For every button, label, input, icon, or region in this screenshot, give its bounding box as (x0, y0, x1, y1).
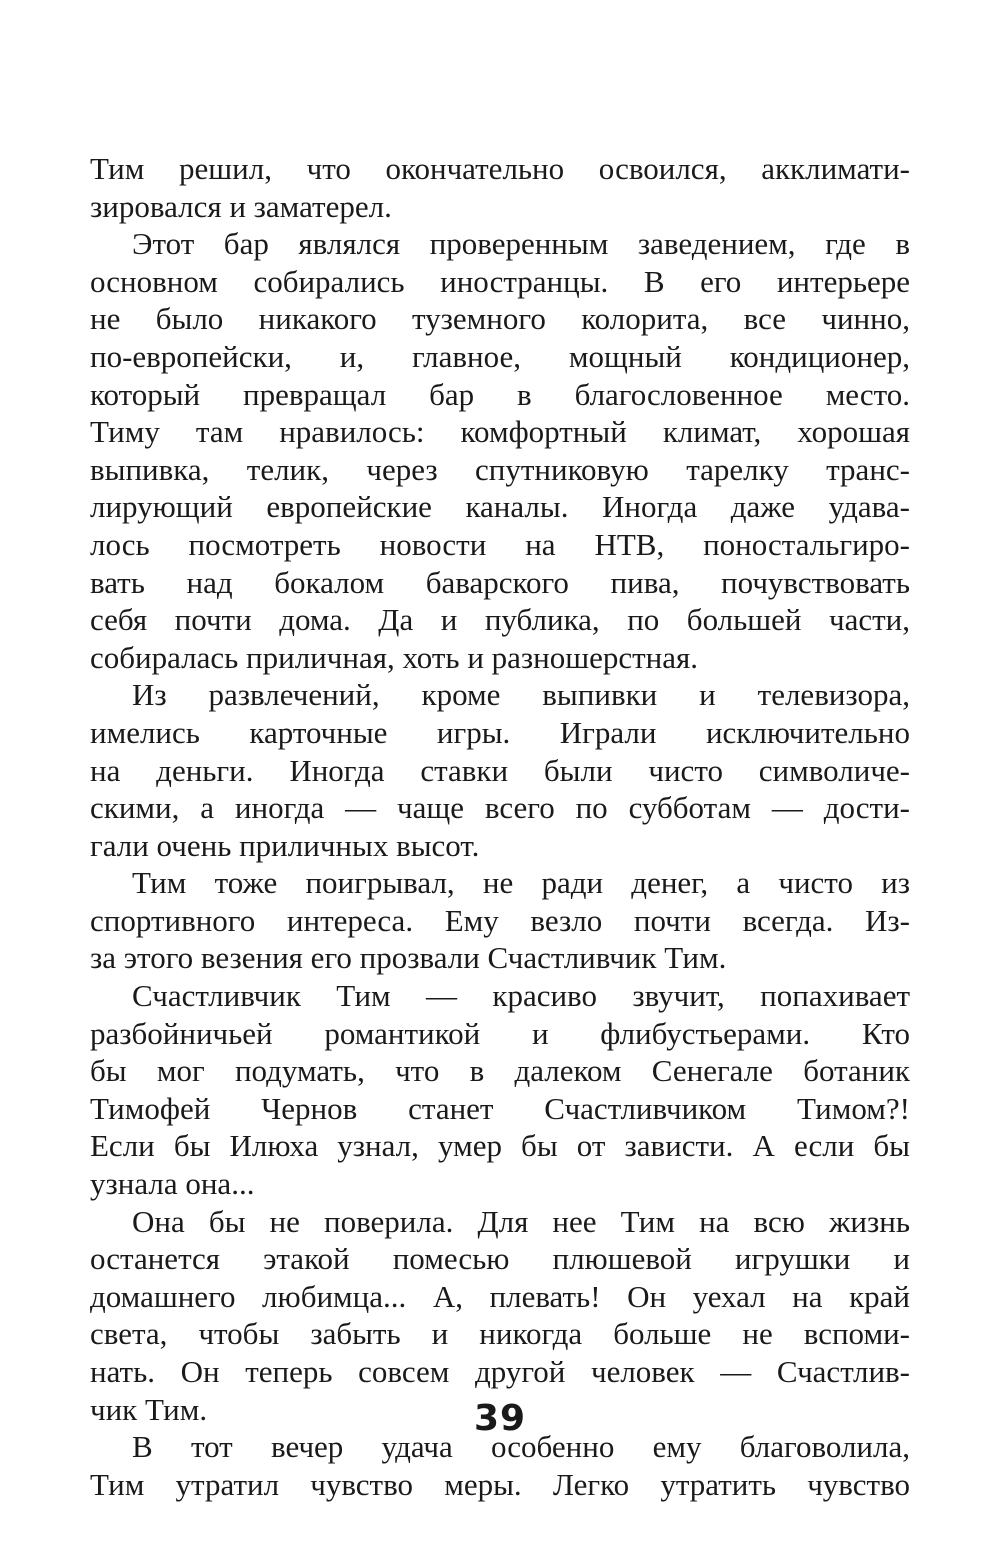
text-line: себя почти дома. Да и публика, по большей части, (90, 602, 910, 638)
page-number: 39 (473, 1398, 527, 1439)
text-line: чик Тим. (90, 1391, 208, 1427)
body-text (90, 150, 910, 1503)
text-line: Счастливчик Тим — красиво звучит, попахивает (132, 978, 910, 1014)
text-line: Тиму там нравилось: комфортный климат, хорошая (90, 414, 910, 450)
text-line: В тот вечер удача особенно ему благоволила, (132, 1429, 910, 1465)
text-line: лось посмотреть новости на НТВ, поностальгиро- (90, 526, 910, 562)
text-line: Тимофей Чернов станет Счастливчиком Тимом?! (90, 1090, 910, 1126)
text-line: Этот бар являлся проверенным заведением, где в (132, 226, 910, 262)
text-line: света, чтобы забыть и никогда больше не вспоми- (90, 1316, 910, 1352)
text-line: Она бы не поверила. Для нее Тим на всю жизнь (132, 1203, 910, 1239)
text-line: по-европейски, и, главное, мощный кондиционер, (90, 338, 910, 374)
text-line: который превращал бар в благословенное место. (90, 376, 910, 412)
text-line: домашнего любимца... А, плевать! Он уехал на край (90, 1278, 910, 1314)
text-line: Тим тоже поигрывал, не ради денег, а чисто из (132, 865, 910, 901)
text-line: лирующий европейские каналы. Иногда даже удава- (90, 489, 910, 525)
text-line: за этого везения его прозвали Счастливчик Тим. (90, 940, 727, 976)
text-line: бы мог подумать, что в далеком Сенегале ботаник (90, 1053, 910, 1089)
text-line: основном собирались иностранцы. В его интерьере (90, 263, 910, 299)
text-line: Тим решил, что окончательно освоился, акклимати- (90, 151, 910, 186)
text-line: не было никакого туземного колорита, все чинно, (90, 301, 910, 337)
text-line: на деньги. Иногда ставки были чисто символиче- (90, 752, 910, 788)
text-line: гали очень приличных высот. (90, 827, 480, 863)
text-line: останется этакой помесью плюшевой игрушки и (90, 1241, 910, 1277)
text-line: нать. Он теперь совсем другой человек — Счастлив- (90, 1354, 910, 1389)
text-line: вать над бокалом баварского пива, почувствовать (90, 564, 910, 600)
text-line: имелись карточные игры. Играли исключительно (90, 714, 910, 750)
text-line: спортивного интереса. Ему везло почти всегда. Из- (90, 902, 910, 938)
text-line: Если бы Илюха узнал, умер бы от зависти. А если бы (90, 1128, 910, 1164)
text-line: Тим утратил чувство меры. Легко утратить чувство (90, 1466, 910, 1502)
text-line: выпивка, телик, через спутниковую тарелку транс- (90, 451, 910, 487)
text-line: скими, а иногда — чаще всего по субботам — дости- (90, 790, 910, 826)
text-line: узнала она... (90, 1166, 255, 1202)
text-line: зировался и заматерел. (90, 188, 392, 224)
text-line: собиралась приличная, хоть и разношерстная. (90, 639, 699, 675)
text-line: Из развлечений, кроме выпивки и телевизора, (132, 677, 910, 713)
text-line: разбойничьей романтикой и флибустьерами. Кто (90, 1015, 910, 1051)
